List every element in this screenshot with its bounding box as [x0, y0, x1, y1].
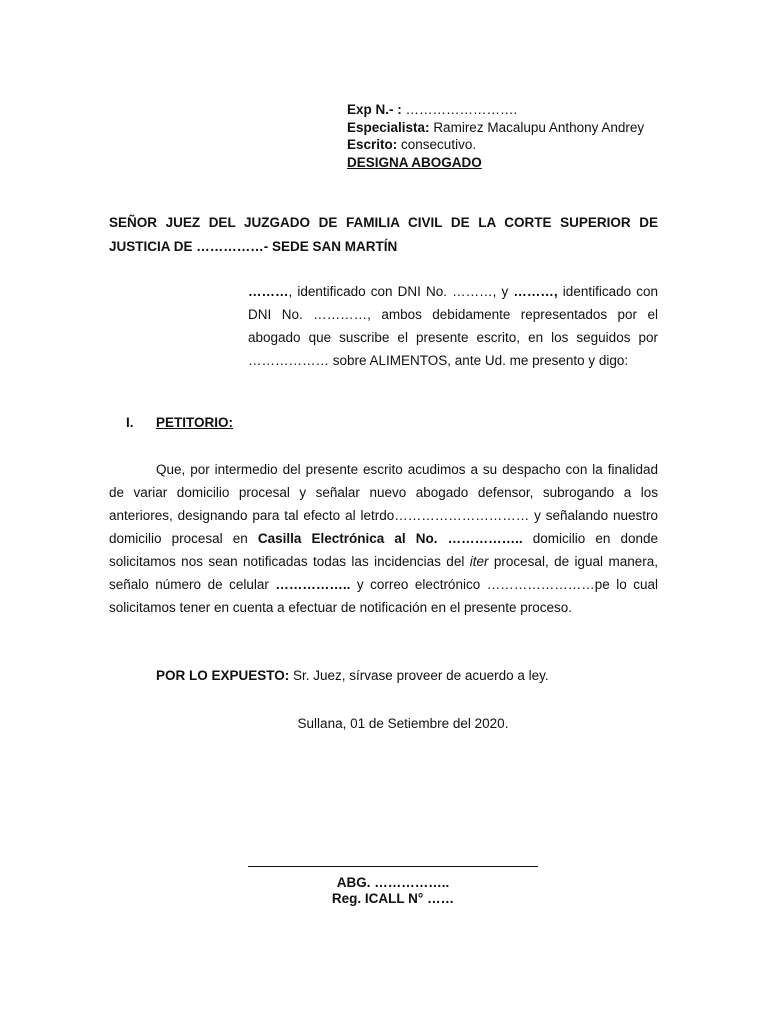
- closing-request: [156, 666, 676, 686]
- especialista-label: Especialista:: [347, 119, 430, 135]
- escrito-value: consecutivo.: [401, 137, 477, 152]
- escrito-label: Escrito:: [347, 137, 398, 152]
- addressee-line-2: JUSTICIA DE ……………- SEDE SAN MARTÍN: [109, 239, 398, 254]
- addressee: [109, 211, 658, 259]
- date-line: Sullana, 01 de Setiembre del 2020.: [297, 716, 509, 731]
- exp-number-value: …………………….: [405, 102, 518, 117]
- intro-text-2: identificado con DNI No. …………, ambos debidamente representados por el abogado que suscribe el presente escrito, en los seguidos por ……………… sobre ALIMENTOS, ante Ud. me presento y digo:: [248, 284, 658, 368]
- document-title-text: DESIGNA ABOGADO: [347, 154, 482, 170]
- exp-number-line: [347, 101, 659, 119]
- body-text-4: y correo electrónico ……………………pe lo cual solicitamos tener en cuenta a efectuar de notificación en el presente proceso.: [109, 577, 659, 615]
- section-title: PETITORIO:: [156, 415, 234, 430]
- body-text-3: procesal, de igual manera, señalo número de celular: [109, 554, 658, 592]
- lawyer-registration: Reg. ICALL N° ……: [331, 891, 455, 906]
- petitorio-paragraph: [109, 458, 658, 619]
- document-title: [347, 154, 659, 172]
- intro-name-2: ………,: [513, 284, 558, 299]
- iter-word: iter: [469, 554, 489, 569]
- signature-line: [248, 866, 538, 867]
- case-header: [347, 101, 659, 171]
- escrito-line: [347, 136, 659, 154]
- intro-name-1: ………: [248, 284, 289, 299]
- closing-label: POR LO EXPUESTO:: [156, 668, 290, 683]
- section-heading-petitorio: [126, 414, 233, 432]
- lawyer-name: ABG. ……………..: [336, 875, 450, 890]
- section-number: I.: [126, 415, 134, 430]
- body-text-2: domicilio en donde solicitamos nos sean notificadas todas las incidencias del: [109, 531, 658, 569]
- signature-block: [248, 875, 538, 907]
- addressee-line-1: SEÑOR JUEZ DEL JUZGADO DE FAMILIA CIVIL DE LA CORTE SUPERIOR DE: [109, 215, 658, 230]
- intro-paragraph: [248, 280, 658, 372]
- casilla-electronica: Casilla Electrónica al No. ……………..: [257, 531, 523, 546]
- body-text-1: Que, por intermedio del presente escrito acudimos a su despacho con la finalidad de variar domicilio procesal y señalar nuevo abogado defensor, subrogando a los anteriores, designando para tal efecto al letrdo………………………… y señalando nuestro domicilio procesal en: [109, 462, 658, 546]
- celular-placeholder: ……………..: [275, 577, 351, 592]
- intro-text-1: , identificado con DNI No. ………, y: [288, 284, 514, 299]
- closing-text: Sr. Juez, sírvase proveer de acuerdo a ley.: [289, 668, 549, 683]
- especialista-value: Ramirez Macalupu Anthony Andrey: [433, 119, 645, 135]
- exp-number-label: Exp N.- :: [347, 102, 402, 117]
- especialista-line: [347, 119, 659, 137]
